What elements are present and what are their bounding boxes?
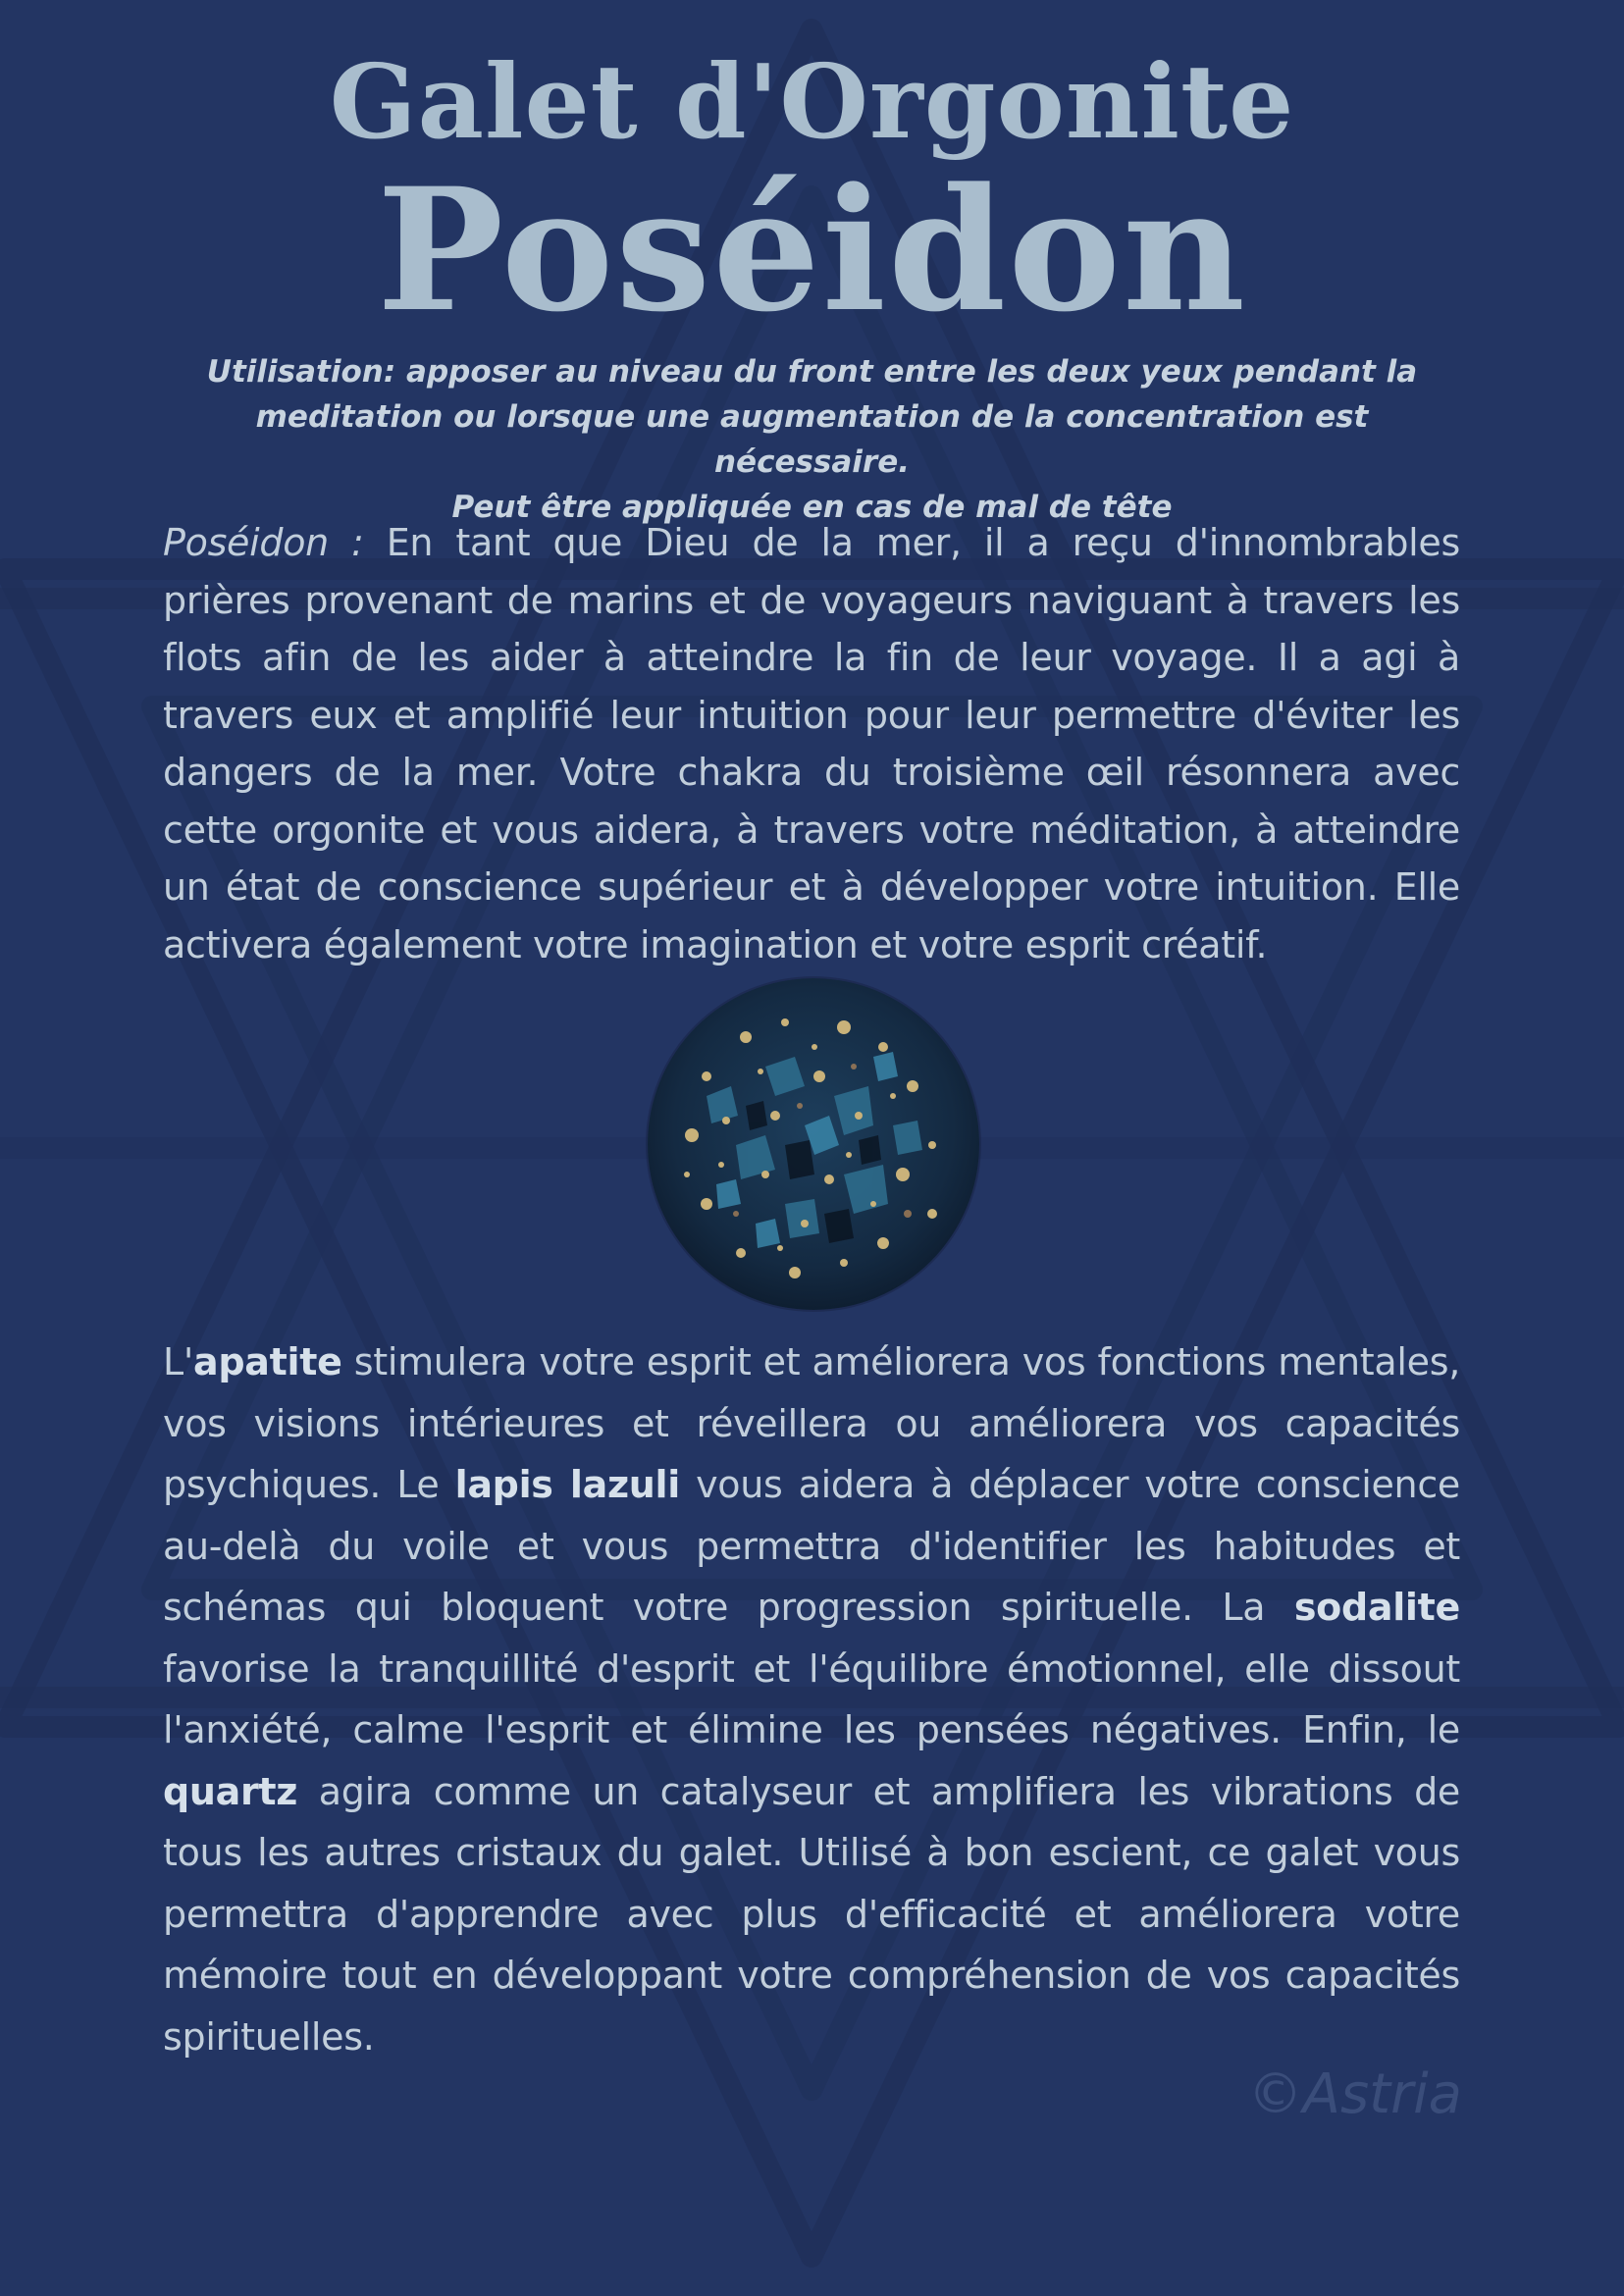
crystal-apatite: apatite [193, 1340, 342, 1383]
crystal-sodalite: sodalite [1293, 1586, 1460, 1629]
copyright-watermark: ©Astria [1247, 2062, 1462, 2126]
deity-name: Poséidon : [163, 521, 364, 564]
orgonite-stone-image [648, 978, 979, 1310]
crystals-text-2: stimulera votre esprit et améliorera vos fonctions mentales, vos visions intérieures et réveillera ou améliorera vos capacités psychiques. Le [163, 1340, 1460, 1506]
title-line-1: Galet d'Orgonite [329, 41, 1295, 162]
title-line-2: Poséidon [376, 150, 1248, 349]
usage-instructions [157, 349, 1467, 530]
crystal-lapis-lazuli: lapis lazuli [454, 1463, 680, 1506]
crystals-text-4: favorise la tranquillité d'esprit et l'équilibre émotionnel, elle dissout l'anxiété, calme l'esprit et élimine les pensées négatives. Enfin, le [163, 1646, 1460, 1751]
intro-paragraph [163, 514, 1460, 973]
intro-text: En tant que Dieu de la mer, il a reçu d'innombrables prières provenant de marins et de voyageurs naviguant à travers les flots afin de les aider à atteindre la fin de leur voyage. Il a agi à travers eux et amplifié leur intuition pour leur permettre d'éviter les dangers de la mer. Votre chakra du troisième œil résonnera avec cette orgonite et vous aidera, à travers votre méditation, à atteindre un état de conscience supérieur et à développer votre intuition. Elle activera également votre imagination et votre esprit créatif. [163, 521, 1460, 966]
crystals-text-1: L' [163, 1340, 194, 1383]
usage-line-3: Peut être appliquée en cas de mal de tête [451, 490, 1173, 525]
usage-line-2: meditation ou lorsque une augmentation de la concentration est nécessaire. [255, 399, 1369, 480]
crystal-quartz: quartz [163, 1769, 298, 1813]
crystals-paragraph [163, 1331, 1460, 2067]
crystals-text-5: agira comme un catalyseur et amplifiera les vibrations de tous les autres cristaux du galet. Utilisé à bon escient, ce galet vous permettra d'apprendre avec plus d'efficacité et améliorera votre mémoire tout en développant votre compréhension de vos capacités spirituelles. [163, 1769, 1460, 2059]
usage-line-1: Utilisation: apposer au niveau du front entre les deux yeux pendant la [206, 354, 1418, 390]
crystals-text-3: vous aidera à déplacer votre conscience au-delà du voile et vous permettra d'identifier les habitudes et schémas qui bloquent votre progression spirituelle. La [163, 1463, 1460, 1629]
